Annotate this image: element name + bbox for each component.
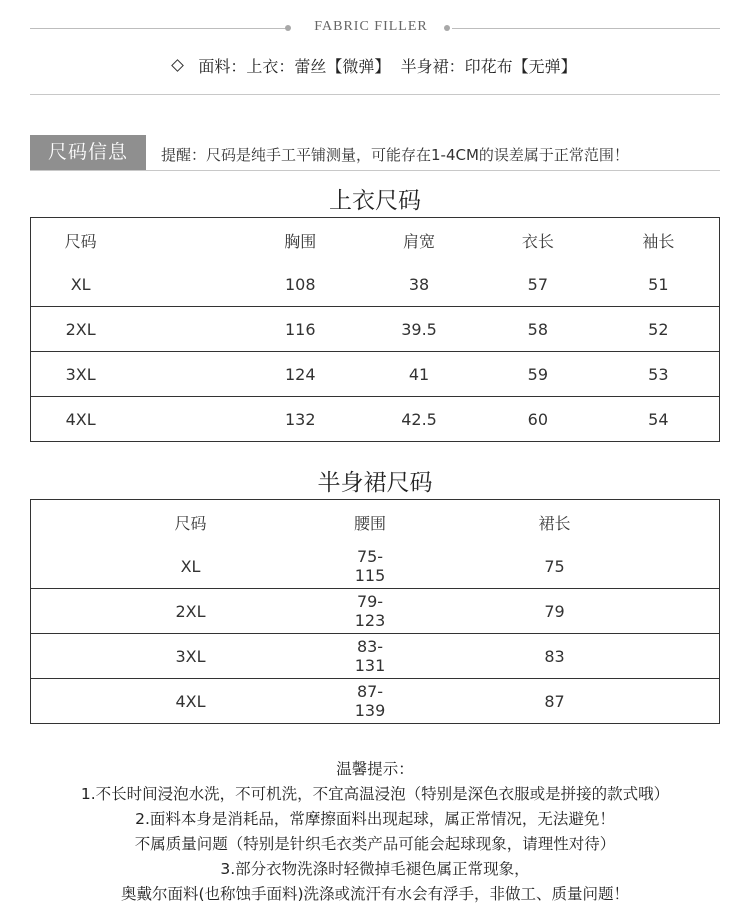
- table-cell: 39.5: [360, 307, 478, 352]
- fabric-title: FABRIC FILLER: [314, 19, 428, 34]
- table-cell: 116: [240, 307, 360, 352]
- care-tips: [0, 757, 750, 907]
- table-cell: 59: [478, 352, 598, 397]
- table-cell: 87: [544, 691, 565, 711]
- table-row: [31, 262, 720, 307]
- table-row: [31, 589, 720, 634]
- care-tip-line: 3.部分衣物洗涤时轻微掉毛褪色属正常现象，: [220, 860, 530, 878]
- table-row: [31, 634, 720, 679]
- table-cell: 4XL: [175, 691, 206, 711]
- table-cell: XL: [31, 262, 241, 307]
- table-cell: 79-123: [350, 589, 390, 634]
- table-header-cell: 肩宽: [403, 231, 436, 251]
- table-header-cell: 裙长: [538, 513, 571, 533]
- diamond-icon: [172, 59, 185, 72]
- table-cell: 2XL: [31, 307, 241, 352]
- table-cell: 54: [648, 409, 669, 429]
- fabric-right-line: [452, 28, 720, 29]
- table-row: [31, 307, 720, 352]
- table-row: [31, 352, 720, 397]
- table-cell: 108: [240, 262, 360, 307]
- table-cell: 60: [527, 409, 548, 429]
- fabric-left-line: [30, 28, 288, 29]
- top-size-table: [30, 217, 720, 442]
- fabric-left-dot: [285, 25, 291, 31]
- table-header-cell: 胸围: [284, 231, 317, 251]
- care-tips-heading: 温馨提示：: [336, 760, 414, 778]
- fabric-divider: [30, 94, 720, 95]
- table-header-row: [31, 500, 720, 545]
- table-cell: 42.5: [401, 409, 437, 429]
- table-cell: 4XL: [65, 409, 96, 429]
- table-cell: 51: [598, 262, 720, 307]
- table-cell: 75-115: [350, 544, 390, 589]
- table-header-cell: 腰围: [354, 513, 387, 533]
- fabric-description: 面料：上衣：蕾丝【微弹】 半身裙：印花布【无弹】: [198, 57, 577, 76]
- size-reminder: 提醒：尺码是纯手工平铺测量，可能存在1-4CM的误差属于正常范围！: [161, 146, 629, 164]
- table-cell: 3XL: [31, 634, 351, 679]
- top-table-title: 上衣尺码: [329, 188, 421, 214]
- table-header-cell: 尺码: [174, 513, 207, 533]
- table-row: [31, 397, 720, 442]
- table-row: [31, 544, 720, 589]
- table-cell: 83-131: [350, 634, 390, 679]
- skirt-size-table: [30, 499, 720, 724]
- table-cell: 2XL: [31, 589, 351, 634]
- table-header-cell: 尺码: [64, 231, 97, 251]
- table-cell: 53: [598, 352, 720, 397]
- table-cell: 57: [478, 262, 598, 307]
- table-cell: 58: [478, 307, 598, 352]
- table-cell: 3XL: [31, 352, 241, 397]
- table-cell: 79: [390, 589, 720, 634]
- skirt-table-title: 半身裙尺码: [317, 470, 433, 496]
- table-cell: 124: [240, 352, 360, 397]
- table-cell: XL: [31, 544, 351, 589]
- size-info-divider: [30, 170, 720, 171]
- fabric-row: [0, 54, 750, 77]
- table-header-cell: 衣长: [521, 231, 554, 251]
- table-cell: 83: [390, 634, 720, 679]
- table-cell: 75: [390, 544, 720, 589]
- table-cell: 52: [598, 307, 720, 352]
- size-info-tab: 尺码信息: [30, 135, 146, 170]
- fabric-right-dot: [444, 25, 450, 31]
- table-header-row: [31, 218, 720, 263]
- table-row: [31, 679, 720, 724]
- table-header-cell: 袖长: [642, 231, 675, 251]
- table-cell: 87-139: [354, 682, 386, 720]
- care-tip-line: 不属质量问题（特别是针织毛衣类产品可能会起球现象，请理性对待）: [134, 835, 616, 853]
- table-cell: 132: [284, 409, 316, 429]
- table-cell: 41: [360, 352, 478, 397]
- care-tip-line: 奥戴尔面料(也称蚀手面料)洗涤或流汗有水会有浮手，非做工、质量问题！: [120, 885, 630, 903]
- care-tip-line: 2.面料本身是消耗品，常摩擦面料出现起球，属正常情况，无法避免！: [135, 810, 615, 828]
- table-cell: 38: [360, 262, 478, 307]
- care-tip-line: 1.不长时间浸泡水洗，不可机洗，不宜高温浸泡（特别是深色衣服或是拼接的款式哦）: [80, 785, 670, 803]
